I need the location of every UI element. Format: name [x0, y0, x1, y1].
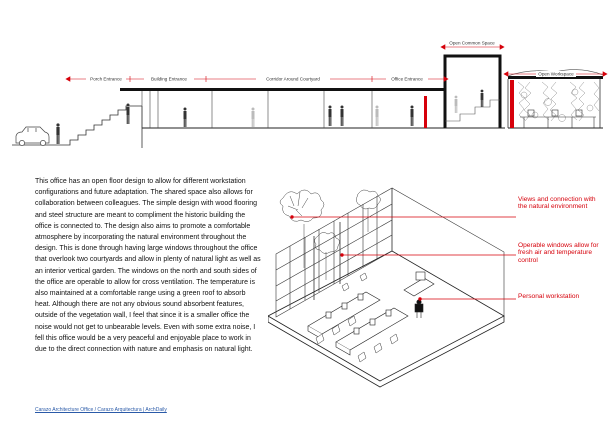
workstation-desks — [308, 292, 408, 355]
callout-windows: Operable windows allow for fresh air and temperature control — [518, 242, 599, 264]
side-wall — [392, 188, 504, 316]
common-space-structure — [445, 56, 505, 128]
corridor-structure — [120, 88, 445, 128]
axonometric-office-drawing — [268, 176, 518, 391]
zone-label-corridor: Corridor Around Courtyard — [266, 76, 320, 82]
personal-workstation — [404, 272, 434, 318]
zone-label-common: Open Common Space — [449, 40, 495, 46]
source-link[interactable]: Carazo Architecture Office / Carazo Arquitectura | ArchDaily — [35, 407, 167, 413]
zone-label-office: Office Entrance — [391, 76, 423, 82]
vertical-garden-texture — [518, 82, 599, 122]
zone-label-porch: Porch Entrance — [90, 76, 122, 82]
callout-workstation: Personal workstation — [518, 293, 580, 300]
people-silhouettes — [56, 90, 483, 144]
zone-label-building: Building Entrance — [150, 76, 188, 82]
car-icon — [16, 127, 49, 146]
zone-label-workspace: Open Workspace — [538, 71, 574, 77]
workspace-desks — [520, 110, 596, 128]
building-section-drawing — [0, 0, 609, 160]
workspace-structure — [508, 70, 603, 128]
article-body: This office has an open floor design to allow for different workstation configurations and future adaptation. The shared space also allows for collaboration between colleagues. The simple design with wood flooring and steel structure are meant to compliment the historic building the office is connected to. The design also aims to promote a comfortable atmosphere by incorporating the natural environment throughout the design. This is done through having large windows throughout the office that overlook two courtyards and allow in plenty of natural light as well as an interior vertical garden. The windows on the north and south sides of the office are operable to allow for cross ventilation. The temperature is also maintained at a comfortable range using a green roof to absorb heat. Although there are not any obvious sound absorbent features, outside of the vegetation wall, I feel that since it is a smaller office the noise would not get to unbearable levels. Even with some extra noise, I fell this office would be a very peaceful and enjoyable place to work in due to the direct connection with nature and emphasis on natural light. — [35, 178, 261, 354]
callout-views: Views and connection with the natural environment — [518, 196, 596, 211]
